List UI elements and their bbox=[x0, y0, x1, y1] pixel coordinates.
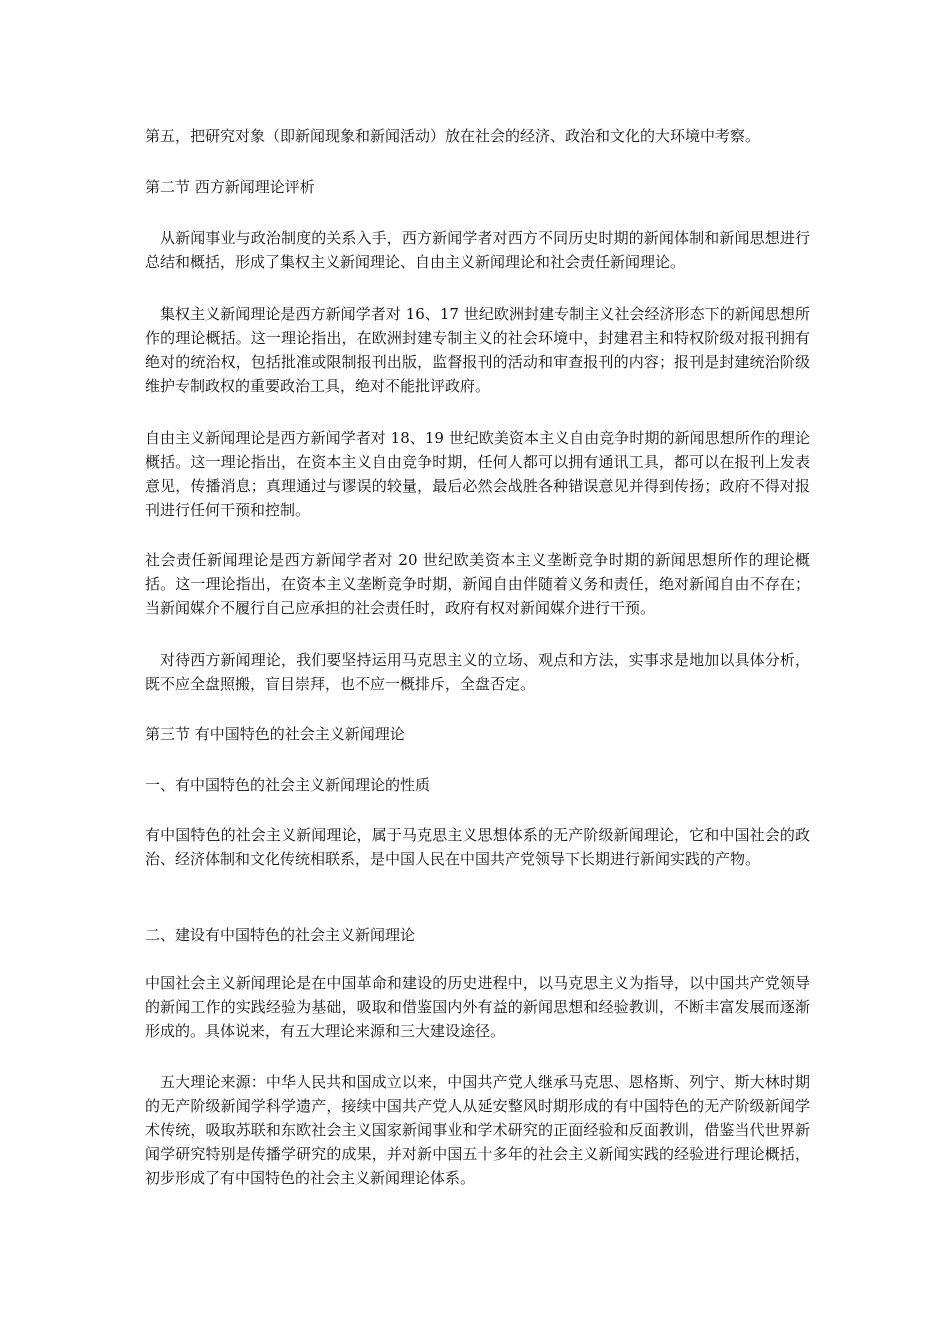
paragraph-authoritarian-theory: 集权主义新闻理论是西方新闻学者对 16、17 世纪欧洲封建专制主义社会经济形态下的新闻思想所作的理论概括。这一理论指出，在欧洲封建专制主义的社会环境中，封建君主和特权阶级对报刊拥有绝对的统治权，包括批准或限制报刊出版，监督报刊的活动和审查报刊的内容；报刊是封建统治阶级维护专制政权的重要政治工具，绝对不能批评政府。 bbox=[145, 305, 810, 395]
subsection-heading-nature: 一、有中国特色的社会主义新闻理论的性质 bbox=[145, 776, 431, 794]
paragraph-formation: 中国社会主义新闻理论是在中国革命和建设的历史进程中，以马克思主义为指导，以中国共产党领导的新闻工作的实践经验为基础，吸取和借鉴国内外有益的新闻思想和经验教训，不断丰富发展而逐渐形成的。具体说来，有五大理论来源和三大建设途径。 bbox=[145, 974, 810, 1040]
paragraph-attitude: 对待西方新闻理论，我们要坚持运用马克思主义的立场、观点和方法，实事求是地加以具体分析，既不应全盘照搬，盲目崇拜，也不应一概排斥，全盘否定。 bbox=[145, 651, 810, 693]
paragraph-five-sources: 五大理论来源：中华人民共和国成立以来，中国共产党人继承马克思、恩格斯、列宁、斯大林时期的无产阶级新闻学科学遗产，接续中国共产党人从延安整风时期形成的有中国特色的无产阶级新闻学术传统，吸取苏联和东欧社会主义国家新闻事业和学术研究的正面经验和反面教训，借鉴当代世界新闻学研究特别是传播学研究的成果，并对新中国五十多年的社会主义新闻实践的经验进行理论概括，初步形成了有中国特色的社会主义新闻理论体系。 bbox=[145, 1073, 810, 1187]
paragraph-nature: 有中国特色的社会主义新闻理论，属于马克思主义思想体系的无产阶级新闻理论，它和中国社会的政治、经济体制和文化传统相联系，是中国人民在中国共产党领导下长期进行新闻实践的产物。 bbox=[145, 826, 810, 868]
paragraph-libertarian-theory: 自由主义新闻理论是西方新闻学者对 18、19 世纪欧美资本主义自由竞争时期的新闻思想所作的理论概括。这一理论指出，在资本主义自由竞争时期，任何人都可以拥有通讯工具，都可以在报刊上发表意见，传播消息；真理通过与谬误的较量，最后必然会战胜各种错误意见并得到传扬；政府不得对报刊进行任何干预和控制。 bbox=[145, 429, 810, 519]
paragraph-western-intro: 从新闻事业与政治制度的关系入手，西方新闻学者对西方不同历史时期的新闻体制和新闻思想进行总结和概括，形成了集权主义新闻理论、自由主义新闻理论和社会责任新闻理论。 bbox=[145, 229, 810, 271]
section-heading-western-theory: 第二节 西方新闻理论评析 bbox=[145, 178, 315, 196]
section-heading-chinese-theory: 第三节 有中国特色的社会主义新闻理论 bbox=[145, 725, 405, 743]
paragraph-fifth-point: 第五，把研究对象（即新闻现象和新闻活动）放在社会的经济、政治和文化的大环境中考察。 bbox=[145, 127, 761, 145]
subsection-heading-building: 二、建设有中国特色的社会主义新闻理论 bbox=[145, 926, 416, 944]
document-page bbox=[145, 0, 810, 1344]
paragraph-social-responsibility-theory: 社会责任新闻理论是西方新闻学者对 20 世纪欧美资本主义垄断竞争时期的新闻思想所作的理论概括。这一理论指出，在资本主义垄断竞争时期，新闻自由伴随着义务和责任，绝对新闻自由不存在；当新闻媒介不履行自己应承担的社会责任时，政府有权对新闻媒介进行干预。 bbox=[145, 551, 810, 617]
